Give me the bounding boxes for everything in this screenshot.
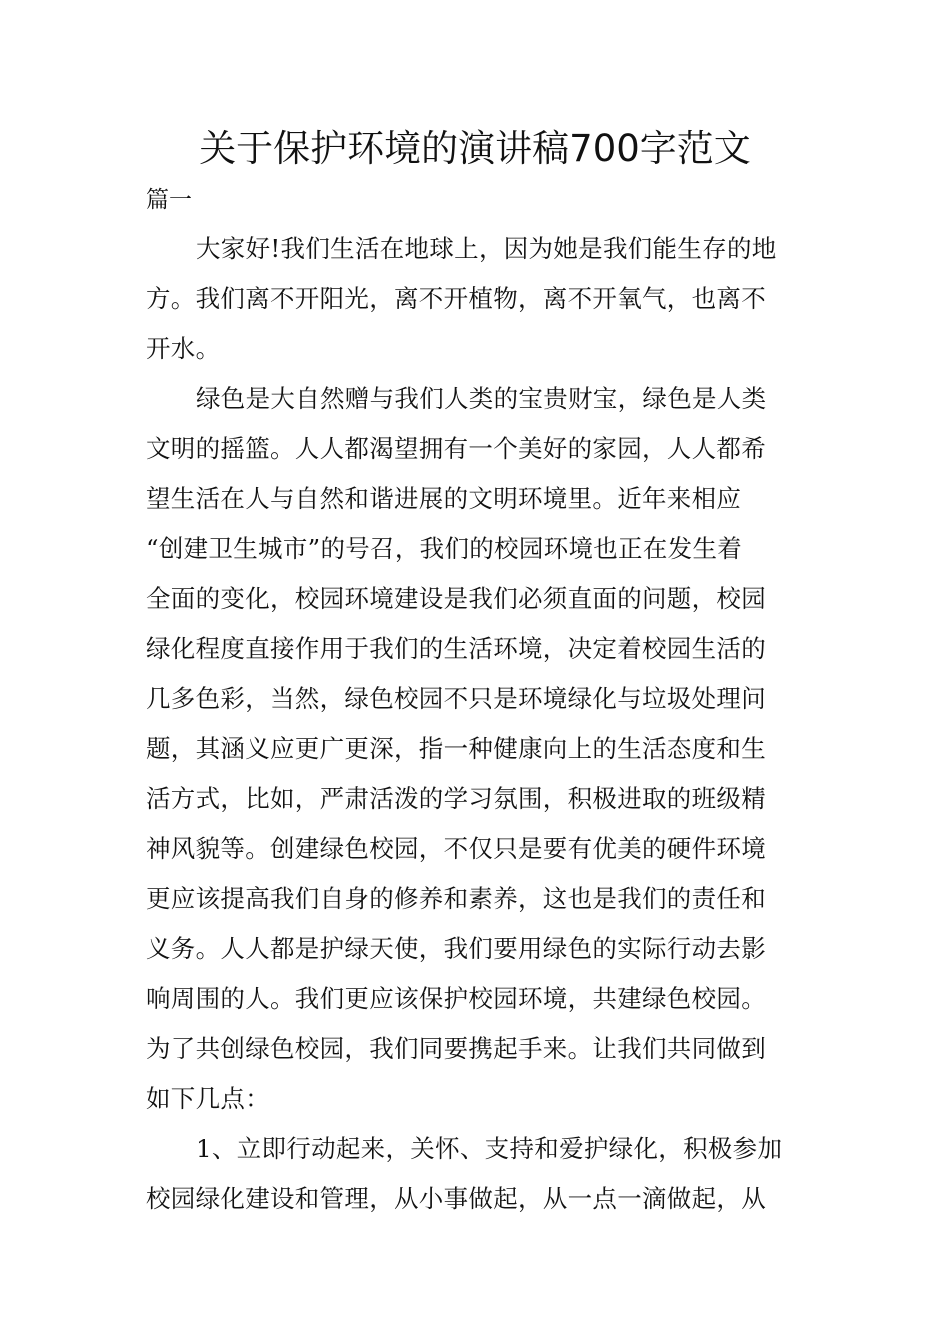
document-title: 关于保护环境的演讲稿700字范文 [199,127,751,170]
text-line: 开水。 [146,334,221,363]
text-line: 望生活在人与自然和谐进展的文明环境里。近年来相应 [146,484,742,513]
text-line: 神风貌等。创建绿色校园，不仅只是要有优美的硬件环境 [146,834,766,863]
text-line: 义务。人人都是护绿天使，我们要用绿色的实际行动去影 [146,934,766,963]
section-label: 篇一 [146,187,192,213]
text-line: 绿色是大自然赠与我们人类的宝贵财宝，绿色是人类 [196,384,767,413]
text-line: 全面的变化，校园环境建设是我们必须直面的问题，校园 [146,584,766,613]
text-line: 响周围的人。我们更应该保护校园环境，共建绿色校园。 [146,984,766,1013]
text-line: 题，其涵义应更广更深，指一种健康向上的生活态度和生 [146,734,766,763]
text-line: 1、立即行动起来，关怀、支持和爱护绿化，积极参加 [196,1134,783,1163]
text-line: 更应该提高我们自身的修养和素养，这也是我们的责任和 [146,884,766,913]
text-line: 方。我们离不开阳光，离不开植物，离不开氧气，也离不 [146,284,766,313]
text-line: 为了共创绿色校园，我们同要携起手来。让我们共同做到 [146,1034,766,1063]
text-line: 校园绿化建设和管理，从小事做起，从一点一滴做起，从 [146,1184,766,1213]
text-line: 大家好!我们生活在地球上，因为她是我们能生存的地 [196,234,777,263]
text-line: 文明的摇篮。人人都渴望拥有一个美好的家园，人人都希 [146,434,766,463]
text-line: 绿化程度直接作用于我们的生活环境，决定着校园生活的 [146,634,766,663]
text-line: “创建卫生城市”的号召，我们的校园环境也正在发生着 [146,534,743,563]
text-line: 如下几点： [146,1084,270,1113]
text-line: 几多色彩，当然，绿色校园不只是环境绿化与垃圾处理问 [146,684,766,713]
text-line: 活方式，比如，严肃活泼的学习氛围，积极进取的班级精 [146,784,766,813]
